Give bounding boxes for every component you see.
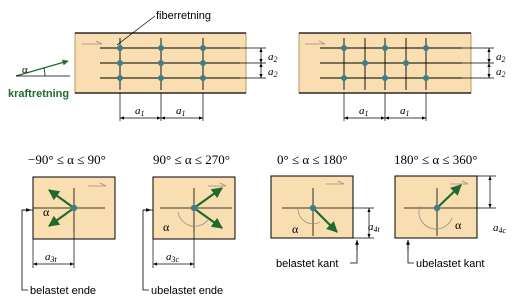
- connector-dot: [382, 75, 388, 81]
- unloaded-edge-label: ubelastet kant: [416, 258, 485, 270]
- a1-label: a1: [176, 105, 186, 118]
- connector-dot: [434, 205, 440, 211]
- alpha-label: α: [163, 220, 170, 234]
- connector-dot: [310, 205, 316, 211]
- loaded-edge-leader: [350, 240, 357, 263]
- connector-dot: [341, 45, 347, 51]
- condition-heading-1: −90° ≤ α ≤ 90°: [28, 152, 106, 167]
- unloaded-end-label: ubelastet ende: [151, 285, 224, 297]
- connector-dot: [117, 75, 123, 81]
- a1-dimension: [120, 93, 203, 121]
- connector-dot: [362, 60, 368, 66]
- force-direction-symbol: [8, 61, 70, 100]
- unloaded-edge-leader: [408, 240, 414, 263]
- a4t-label: a4t: [368, 221, 380, 234]
- a1-label: a1: [400, 105, 410, 118]
- condition-heading-3: 0° ≤ α ≤ 180°: [277, 152, 348, 167]
- connector-dot: [200, 75, 206, 81]
- unloaded-end-leader: [143, 210, 153, 290]
- loaded-end-leader: [22, 210, 33, 290]
- connector-dot: [403, 60, 409, 66]
- panel-loaded-end: [22, 177, 115, 297]
- loaded-end-label: belastet ende: [30, 285, 97, 297]
- condition-heading-2: 90° ≤ α ≤ 270°: [153, 152, 230, 167]
- a2-label: a2: [496, 66, 506, 79]
- a1-label: a1: [359, 105, 369, 118]
- a1-dimension: [344, 93, 426, 121]
- fiber-direction-label: fiberretning: [156, 10, 212, 22]
- a3c-label: a3c: [166, 251, 180, 264]
- a2-label: a2: [268, 51, 278, 64]
- alpha-label: α: [22, 64, 28, 76]
- alpha-label: α: [292, 222, 299, 236]
- panel-loaded-edge: [271, 176, 381, 270]
- connector-dot: [158, 60, 164, 66]
- a1-label: a1: [135, 105, 145, 118]
- alpha-label: α: [455, 218, 462, 232]
- a2-label: a2: [268, 66, 278, 79]
- connector-dot: [423, 45, 429, 51]
- connector-dot: [71, 205, 77, 211]
- a3t-label: a3t: [45, 251, 57, 264]
- force-direction-label: kraftretning: [8, 88, 70, 100]
- connector-dot: [158, 45, 164, 51]
- loaded-edge-label: belastet kant: [276, 258, 339, 270]
- connector-dot: [117, 60, 123, 66]
- connector-dot: [117, 45, 123, 51]
- grid-panel-aligned: [8, 10, 278, 121]
- a4c-label: a4c: [493, 222, 507, 235]
- panel-unloaded-edge: [395, 176, 507, 270]
- connector-dot: [200, 60, 206, 66]
- connector-dot: [423, 75, 429, 81]
- connector-dot: [341, 75, 347, 81]
- connector-dot: [158, 75, 164, 81]
- alpha-label: α: [43, 205, 50, 219]
- grid-panel-staggered: [299, 33, 506, 121]
- a2-label: a2: [496, 51, 506, 64]
- panel-unloaded-end: [143, 177, 235, 297]
- connector-dot: [200, 45, 206, 51]
- condition-heading-4: 180° ≤ α ≤ 360°: [394, 152, 478, 167]
- connector-dot: [382, 45, 388, 51]
- connector-dot: [191, 205, 197, 211]
